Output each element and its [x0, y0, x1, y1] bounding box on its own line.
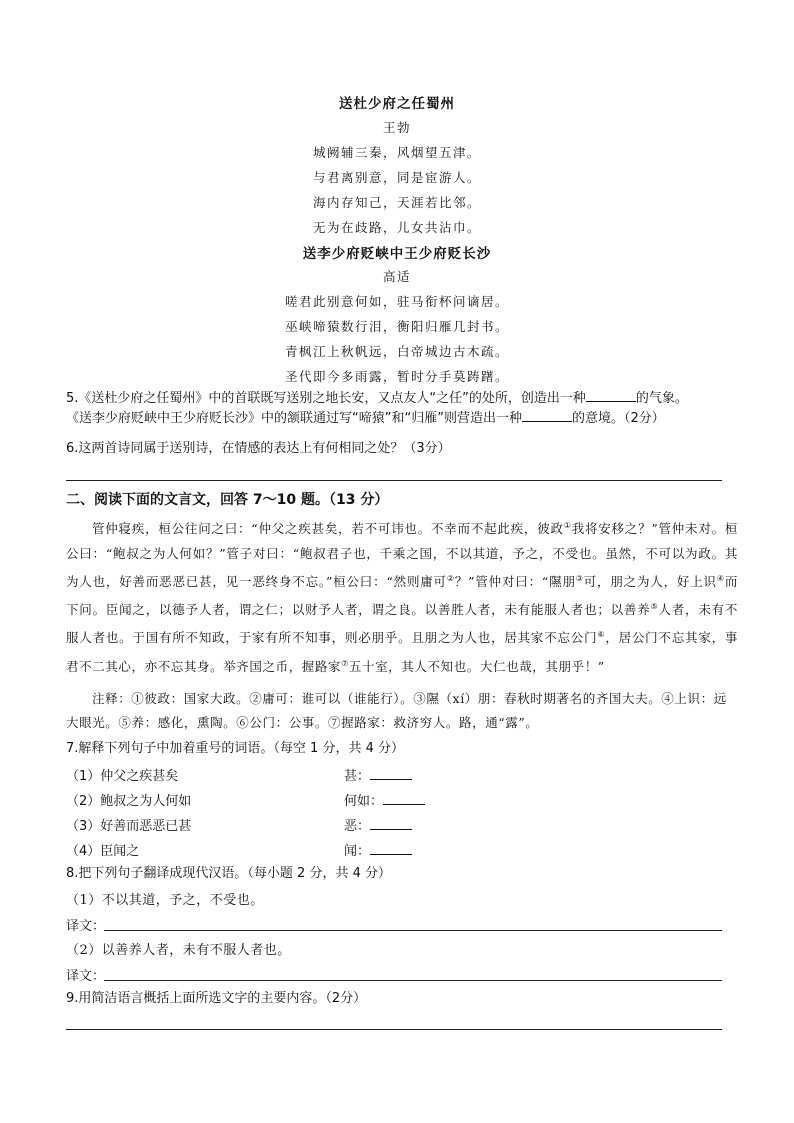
q8-sentence-2: （2）以善养人者，未有不服人者也。 [66, 943, 291, 958]
footnote-mark: ⑦ [341, 658, 349, 668]
q7-sentence: （1）仲父之疾甚矣 [66, 769, 179, 784]
poem2-line: 青枫江上秋帆远，白帝城边古木疏。 [284, 344, 509, 359]
poem1-line: 海内存知己，天涯若比邻。 [312, 195, 481, 210]
poem1-line: 与君离别意，同是宦游人。 [312, 170, 481, 185]
passage-seg: 可，朋之为人，好上识 [583, 574, 717, 590]
q9-answer-line[interactable] [66, 1029, 722, 1030]
section-2-title: 二、阅读下面的文言文，回答 7～10 题。（13 分） [66, 492, 389, 508]
classical-passage [66, 513, 738, 679]
q7-word: 甚： [344, 769, 371, 784]
q7-word-item [344, 840, 412, 859]
q8-sentence-1: （1）不以其道，予之，不受也。 [66, 893, 264, 908]
poem2-line: 嗟君此别意何如，驻马衔杯问谪居。 [284, 294, 509, 309]
poem2-author: 高适 [382, 269, 411, 284]
q5-text-1: 5.《送杜少府之任蜀州》中的首联既写送别之地长安，又点友人“之任”的处所，创造出一种 [66, 391, 586, 406]
footnote-mark: ⑤ [650, 602, 659, 612]
passage-seg: 我将安移之？”管仲未对。桓公曰：“鲍叔之为人何如？”管子对曰：“鲍叔君子也，千乘之国，不以其道，予之，不受也。虽然，不可以为政。其为人也，好善而恶恶已甚，见一恶终身不忘。”桓公曰：“然则庸可 [66, 521, 738, 590]
footnote-mark: ④ [716, 574, 725, 584]
q7-word: 恶： [344, 819, 371, 834]
question-9: 9.用简洁语言概括上面所选文字的主要内容。（2分） [66, 991, 367, 1006]
poem2-line: 巫峡啼猿数行泪，衡阳归雁几封书。 [284, 319, 509, 334]
q5-answer-blank-2[interactable] [522, 409, 572, 422]
q7-answer-blank[interactable] [370, 767, 412, 780]
passage-seg: 而下问。臣闻之，以德予人者，谓之仁；以财予人者，谓之良。以善胜人者，未有能服人者也；以善养 [66, 574, 738, 618]
passage-notes: 注释：①彼政：国家大政。②庸可：谁可以（谁能行）。③隰（xí）朋：春秋时期著名的齐国大夫。④上识：远大眼光。⑤养：感化，熏陶。⑥公门：公事。⑦握路家：救济穷人。路，通“露”。 [66, 691, 727, 730]
passage-seg: ？”管仲对曰：“隰朋 [454, 574, 576, 590]
q7-word: 闻： [344, 844, 371, 859]
q8-answer-line-2[interactable] [104, 980, 722, 981]
passage-seg: 管仲寝疾，桓公往问之曰：“仲父之疾甚矣，若不可讳也。不幸而不起此疾，彼政 [92, 521, 564, 537]
poem1-title: 送杜少府之任蜀州 [339, 96, 455, 112]
q8-translation-label: 译文： [66, 919, 106, 934]
q7-sentence: （3）好善而恶恶已甚 [66, 819, 192, 834]
q5-text-2: 的气象。 [635, 391, 688, 406]
passage-seg: 人者，未有不服人者也。于国有所不知政，于家有所不知事，则必朋乎。且朋之为人也，居其家不忘公门 [66, 602, 738, 646]
footnote-mark: ② [446, 574, 455, 584]
q7-sentence: （2）鲍叔之为人何如 [66, 794, 192, 809]
q6-answer-line[interactable] [66, 480, 722, 481]
footnote-mark: ① [563, 521, 572, 530]
q8-translation-label: 译文： [66, 969, 106, 984]
poem2-line: 圣代即今多雨露，暂时分手莫踌躇。 [284, 369, 509, 384]
q5-text-4: 的意境。（2分） [571, 411, 665, 426]
question-6: 6.这两首诗同属于送别诗，在情感的表达上有何相同之处？（3分） [66, 441, 451, 456]
poem1-line: 城阙辅三秦，风烟望五津。 [312, 145, 481, 160]
q7-word-item [344, 765, 412, 784]
q7-word-item [344, 815, 412, 834]
passage-seg: ，居公门不忘其家，事君不二其心，亦不忘其身。举齐国之币，握路家 [66, 630, 738, 674]
q7-answer-blank[interactable] [383, 792, 425, 805]
q7-word-item [344, 790, 425, 809]
passage-seg: 五十室，其人不知也。大仁也哉，其朋乎！” [348, 658, 605, 674]
question-7-title: 7.解释下列句子中加着重号的词语。（每空 1 分，共 4 分） [66, 741, 404, 756]
q7-sentence: （4）臣闻之 [66, 844, 140, 859]
footnote-mark: ③ [575, 574, 584, 584]
poem2-title: 送李少府贬峡中王少府贬长沙 [302, 246, 492, 262]
question-5 [66, 389, 746, 429]
q7-answer-blank[interactable] [370, 817, 412, 830]
footnote-mark: ⑥ [597, 630, 606, 640]
q7-answer-blank[interactable] [370, 842, 412, 855]
poem1-line: 无为在歧路，儿女共沾巾。 [312, 220, 481, 235]
q8-answer-line-1[interactable] [104, 930, 722, 931]
question-8-title: 8.把下列句子翻译成现代汉语。（每小题 2 分，共 4 分） [66, 866, 391, 881]
q5-answer-blank-1[interactable] [586, 389, 636, 402]
q5-text-3: 《送李少府贬峡中王少府贬长沙》中的颔联通过写“啼猿”和“归雁”则营造出一种 [66, 411, 522, 426]
poem1-author: 王勃 [382, 120, 411, 135]
q7-word: 何如： [344, 794, 384, 809]
